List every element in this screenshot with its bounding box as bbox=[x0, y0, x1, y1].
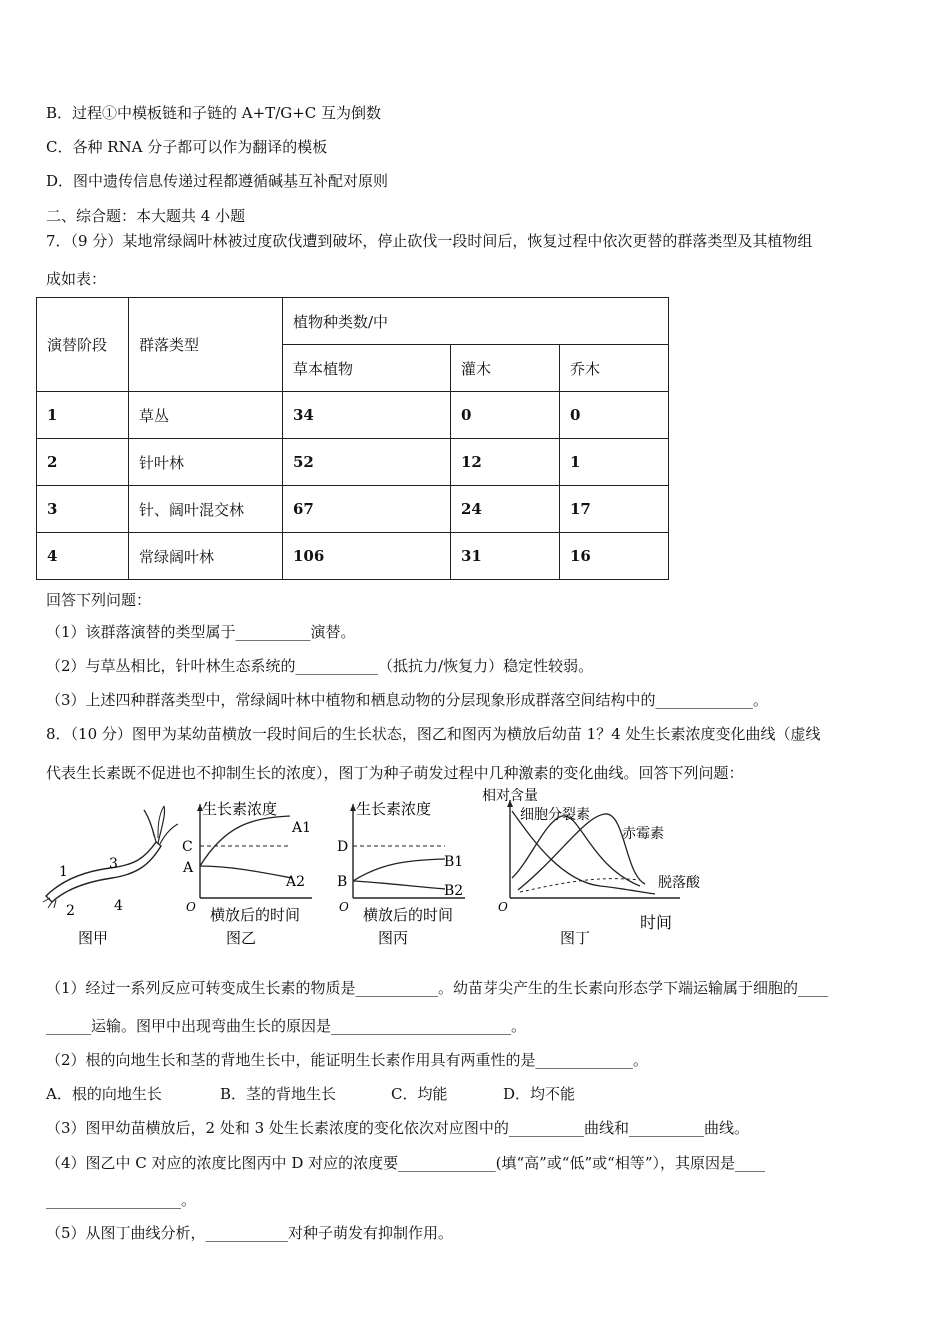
label-4: 4 bbox=[114, 898, 123, 914]
ding-x-label: 时间 bbox=[640, 913, 673, 932]
chart-bing bbox=[337, 800, 465, 947]
table-row bbox=[37, 439, 669, 486]
bing-label-b: B bbox=[337, 874, 348, 890]
section-heading: 二、综合题：本大题共 4 小题 bbox=[46, 207, 246, 225]
stage-cell: 2 bbox=[37, 439, 129, 486]
herb-cell: 34 bbox=[283, 392, 451, 439]
ding-y-label: 相对含量 bbox=[482, 788, 538, 804]
table-header-species: 植物种类数/中 bbox=[283, 298, 669, 345]
bing-y-label: 生长素浓度 bbox=[356, 800, 432, 818]
q7-part2: （2）与草丛相比，针叶林生态系统的___________（抵抗力/恢复力）稳定性较弱。 bbox=[46, 657, 594, 675]
label-1: 1 bbox=[59, 864, 68, 880]
q8-part5: （5）从图丁曲线分析，___________对种子萌发有抑制作用。 bbox=[46, 1224, 454, 1242]
q8-choice-c: C．均能 bbox=[391, 1085, 448, 1103]
caption-yi: 图乙 bbox=[226, 929, 257, 947]
q7-part1: （1）该群落演替的类型属于__________演替。 bbox=[46, 623, 356, 641]
caption-ding: 图丁 bbox=[560, 929, 591, 947]
q7-answer-intro: 回答下列问题： bbox=[46, 591, 152, 609]
table-row bbox=[37, 486, 669, 533]
table-header-shrub: 灌木 bbox=[451, 345, 560, 392]
q7-part3: （3）上述四种群落类型中，常绿阔叶林中植物和栖息动物的分层现象形成群落空间结构中的_____________。 bbox=[46, 691, 769, 709]
yi-x-label: 横放后的时间 bbox=[210, 906, 301, 924]
q8-part2: （2）根的向地生长和茎的背地生长中，能证明生长素作用具有两重性的是_____________。 bbox=[46, 1051, 649, 1069]
q8-choice-a: A．根的向地生长 bbox=[46, 1085, 162, 1103]
caption-bing: 图丙 bbox=[378, 929, 409, 947]
bing-label-b1: B1 bbox=[444, 854, 464, 870]
yi-origin: O bbox=[186, 900, 196, 914]
yi-label-c: C bbox=[182, 839, 193, 855]
bing-label-d: D bbox=[337, 839, 349, 855]
bing-origin: O bbox=[339, 900, 349, 914]
chart-ding bbox=[482, 787, 701, 947]
table-header-tree: 乔木 bbox=[560, 345, 669, 392]
option-b: B．过程①中模板链和子链的 A+T/G+C 互为倒数 bbox=[46, 104, 382, 122]
option-d: D．图中遗传信息传递过程都遵循碱基互补配对原则 bbox=[46, 172, 389, 190]
herb-cell: 52 bbox=[283, 439, 451, 486]
shrub-cell: 31 bbox=[451, 533, 560, 580]
tree-cell: 0 bbox=[560, 392, 669, 439]
bing-x-label: 横放后的时间 bbox=[363, 906, 454, 924]
type-cell: 常绿阔叶林 bbox=[129, 533, 283, 580]
q8-choice-b: B．茎的背地生长 bbox=[220, 1085, 337, 1103]
tree-cell: 16 bbox=[560, 533, 669, 580]
q8-stem-line1: 8．（10 分）图甲为某幼苗横放一段时间后的生长状态，图乙和图丙为横放后幼苗 1？4 处生长素浓度变化曲线（虚线 bbox=[46, 725, 821, 743]
herb-cell: 106 bbox=[283, 533, 451, 580]
succession-table bbox=[36, 297, 669, 580]
ding-origin: O bbox=[498, 900, 508, 914]
ding-gibberellin-label: 赤霉素 bbox=[622, 826, 664, 842]
shrub-cell: 12 bbox=[451, 439, 560, 486]
seedling-figure bbox=[43, 806, 178, 947]
caption-jia: 图甲 bbox=[78, 929, 109, 947]
herb-cell: 67 bbox=[283, 486, 451, 533]
tree-cell: 1 bbox=[560, 439, 669, 486]
figure-group bbox=[40, 786, 720, 956]
stage-cell: 3 bbox=[37, 486, 129, 533]
ding-aba-label: 脱落酸 bbox=[658, 875, 700, 891]
shrub-cell: 24 bbox=[451, 486, 560, 533]
table-header-stage: 演替阶段 bbox=[37, 298, 129, 392]
q8-part4-line2: __________________。 bbox=[46, 1191, 197, 1209]
ding-cytokinin-label: 细胞分裂素 bbox=[520, 807, 590, 823]
q8-choice-d: D．均不能 bbox=[503, 1085, 576, 1103]
table-row bbox=[37, 392, 669, 439]
stage-cell: 1 bbox=[37, 392, 129, 439]
table-row bbox=[37, 533, 669, 580]
shrub-cell: 0 bbox=[451, 392, 560, 439]
label-2: 2 bbox=[66, 903, 75, 919]
label-3: 3 bbox=[109, 856, 118, 872]
q8-part4-line1: （4）图乙中 C 对应的浓度比图丙中 D 对应的浓度要_____________(填“高”或“低”或“相等”），其原因是____ bbox=[46, 1154, 765, 1172]
q7-stem-line1: 7．（9 分）某地常绿阔叶林被过度砍伐遭到破坏，停止砍伐一段时间后，恢复过程中依次更替的群落类型及其植物组 bbox=[46, 232, 813, 250]
q8-part1-line2: ______运输。图甲中出现弯曲生长的原因是________________________。 bbox=[46, 1017, 527, 1035]
bing-label-b2: B2 bbox=[444, 883, 464, 899]
type-cell: 针、阔叶混交林 bbox=[129, 486, 283, 533]
yi-label-a: A bbox=[183, 860, 194, 876]
q8-part1-line1: （1）经过一系列反应可转变成生长素的物质是___________。幼苗芽尖产生的生长素向形态学下端运输属于细胞的____ bbox=[46, 979, 829, 997]
chart-yi bbox=[182, 800, 312, 947]
q8-stem-line2: 代表生长素既不促进也不抑制生长的浓度），图丁为种子萌发过程中几种激素的变化曲线。回答下列问题： bbox=[46, 764, 744, 782]
table-header-type: 群落类型 bbox=[129, 298, 283, 392]
type-cell: 针叶林 bbox=[129, 439, 283, 486]
q7-stem-line2: 成如表： bbox=[46, 270, 107, 288]
yi-label-a1: A1 bbox=[292, 820, 312, 836]
yi-y-label: 生长素浓度 bbox=[202, 800, 278, 818]
option-c: C．各种 RNA 分子都可以作为翻译的模板 bbox=[46, 138, 328, 156]
yi-label-a2: A2 bbox=[286, 874, 306, 890]
stage-cell: 4 bbox=[37, 533, 129, 580]
type-cell: 草丛 bbox=[129, 392, 283, 439]
q8-part3: （3）图甲幼苗横放后，2 处和 3 处生长素浓度的变化依次对应图中的__________曲线和__________曲线。 bbox=[46, 1119, 749, 1137]
table-header-herb: 草本植物 bbox=[283, 345, 451, 392]
tree-cell: 17 bbox=[560, 486, 669, 533]
